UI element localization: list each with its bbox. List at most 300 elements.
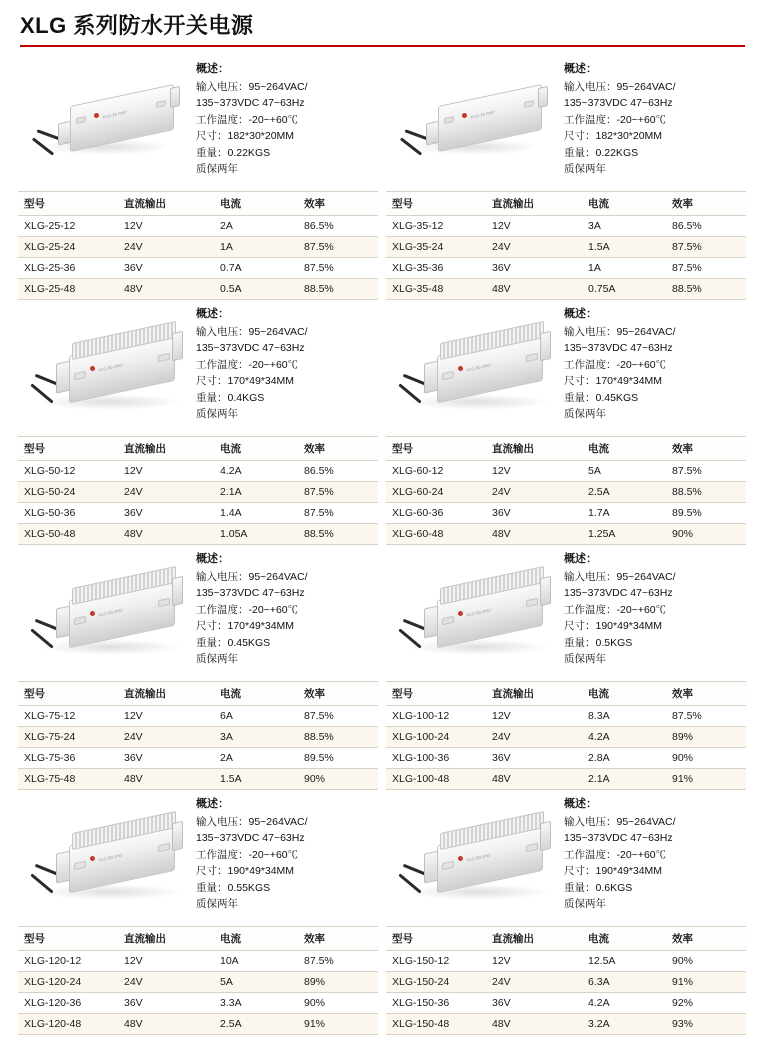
- header-current: 电流: [214, 437, 298, 461]
- header-efficiency: 效率: [666, 437, 746, 461]
- header-divider: [20, 45, 745, 47]
- cell-current: 6.3A: [582, 972, 666, 993]
- spec-list: [190, 61, 378, 178]
- spec-operating-temperature: 工作温度：-20~+60℃: [564, 113, 667, 126]
- cell-efficiency: 87.5%: [298, 951, 378, 972]
- spec-input-voltage-cont: 135~373VDC 47~63Hz: [196, 832, 305, 845]
- spec-title: 概述：: [196, 63, 229, 76]
- table-row: [18, 951, 378, 972]
- cell-efficiency: 88.5%: [298, 524, 378, 545]
- spec-input-voltage: 输入电压：95~264VAC/: [196, 325, 308, 338]
- spec-input-voltage-cont: 135~373VDC 47~63Hz: [564, 587, 673, 600]
- table-row: [386, 524, 746, 545]
- table-row: [386, 972, 746, 993]
- cell-dc-output: 24V: [486, 972, 582, 993]
- cell-current: 1.05A: [214, 524, 298, 545]
- table-row: [18, 972, 378, 993]
- header-dc-output: 直流输出: [118, 927, 214, 951]
- cell-current: 1.5A: [582, 237, 666, 258]
- header-current: 电流: [582, 682, 666, 706]
- cell-efficiency: 88.5%: [298, 279, 378, 300]
- table-row: [386, 1014, 746, 1035]
- cell-efficiency: 93%: [666, 1014, 746, 1035]
- table-header-row: [18, 437, 378, 461]
- spec-operating-temperature: 工作温度：-20~+60℃: [564, 848, 667, 861]
- spec-table: [18, 436, 378, 545]
- product-image: [386, 306, 558, 426]
- spec-input-voltage: 输入电压：95~264VAC/: [564, 325, 676, 338]
- spec-operating-temperature: 工作温度：-20~+60℃: [196, 848, 299, 861]
- cell-efficiency: 88.5%: [666, 482, 746, 503]
- cell-efficiency: 90%: [298, 769, 378, 790]
- product-image: [18, 796, 190, 916]
- cell-efficiency: 90%: [666, 748, 746, 769]
- cell-current: 4.2A: [582, 993, 666, 1014]
- cell-dc-output: 24V: [486, 727, 582, 748]
- power-supply-finned-illustration: XLG-50 IP67: [32, 808, 192, 912]
- product-grid: [14, 55, 751, 1035]
- power-supply-small-illustration: XLG-25 IP67: [32, 73, 182, 173]
- spec-table: [386, 926, 746, 1035]
- cell-efficiency: 87.5%: [298, 482, 378, 503]
- cell-model: XLG-100-48: [386, 769, 486, 790]
- cell-model: XLG-150-36: [386, 993, 486, 1014]
- cell-current: 12.5A: [582, 951, 666, 972]
- table-row: [18, 769, 378, 790]
- cell-model: XLG-150-12: [386, 951, 486, 972]
- cell-dc-output: 12V: [486, 706, 582, 727]
- cell-dc-output: 36V: [118, 503, 214, 524]
- table-header-row: [18, 192, 378, 216]
- cell-dc-output: 36V: [118, 748, 214, 769]
- header-dc-output: 直流输出: [486, 682, 582, 706]
- table-header-row: [386, 927, 746, 951]
- spec-warranty: 质保两年: [564, 163, 606, 176]
- spec-dimensions: 尺寸：182*30*20MM: [196, 130, 295, 143]
- spec-dimensions: 尺寸：190*49*34MM: [564, 865, 663, 878]
- cell-model: XLG-100-24: [386, 727, 486, 748]
- spec-input-voltage-cont: 135~373VDC 47~63Hz: [564, 97, 673, 110]
- spec-operating-temperature: 工作温度：-20~+60℃: [196, 113, 299, 126]
- spec-warranty: 质保两年: [564, 408, 606, 421]
- table-row: [18, 748, 378, 769]
- cell-model: XLG-35-24: [386, 237, 486, 258]
- spec-weight: 重量：0.5KGS: [564, 636, 633, 649]
- cell-efficiency: 89.5%: [666, 503, 746, 524]
- product-image: [386, 61, 558, 181]
- spec-table: [18, 926, 378, 1035]
- spec-weight: 重量：0.45KGS: [564, 391, 639, 404]
- cell-dc-output: 36V: [118, 993, 214, 1014]
- table-row: [18, 237, 378, 258]
- product-summary: [386, 61, 746, 189]
- table-row: [386, 727, 746, 748]
- cell-dc-output: 24V: [118, 727, 214, 748]
- header-model: 型号: [386, 437, 486, 461]
- header-dc-output: 直流输出: [118, 437, 214, 461]
- cell-efficiency: 89%: [298, 972, 378, 993]
- cell-model: XLG-100-36: [386, 748, 486, 769]
- header-model: 型号: [386, 927, 486, 951]
- cell-current: 2.1A: [214, 482, 298, 503]
- cell-model: XLG-120-12: [18, 951, 118, 972]
- product-block: [382, 545, 750, 790]
- cell-model: XLG-35-12: [386, 216, 486, 237]
- product-summary: [386, 306, 746, 434]
- power-supply-small-illustration: XLG-25 IP67: [400, 73, 550, 173]
- cell-efficiency: 87.5%: [666, 706, 746, 727]
- cell-efficiency: 89%: [666, 727, 746, 748]
- cell-efficiency: 91%: [298, 1014, 378, 1035]
- cell-efficiency: 86.5%: [298, 461, 378, 482]
- spec-title: 概述：: [196, 798, 229, 811]
- cell-current: 10A: [214, 951, 298, 972]
- cell-model: XLG-25-36: [18, 258, 118, 279]
- table-header-row: [18, 682, 378, 706]
- cell-efficiency: 87.5%: [666, 237, 746, 258]
- cell-efficiency: 86.5%: [298, 216, 378, 237]
- cell-current: 3.2A: [582, 1014, 666, 1035]
- spec-input-voltage-cont: 135~373VDC 47~63Hz: [196, 97, 305, 110]
- spec-list: [558, 306, 746, 423]
- header-efficiency: 效率: [666, 927, 746, 951]
- header-dc-output: 直流输出: [118, 682, 214, 706]
- cell-dc-output: 12V: [118, 461, 214, 482]
- spec-table: [386, 191, 746, 300]
- table-row: [18, 524, 378, 545]
- table-row: [18, 216, 378, 237]
- spec-weight: 重量：0.6KGS: [564, 881, 633, 894]
- cell-model: XLG-50-12: [18, 461, 118, 482]
- cell-model: XLG-75-12: [18, 706, 118, 727]
- spec-warranty: 质保两年: [564, 653, 606, 666]
- header-model: 型号: [18, 682, 118, 706]
- cell-model: XLG-35-36: [386, 258, 486, 279]
- cell-model: XLG-25-12: [18, 216, 118, 237]
- header-current: 电流: [214, 682, 298, 706]
- spec-title: 概述：: [564, 553, 597, 566]
- spec-input-voltage-cont: 135~373VDC 47~63Hz: [564, 832, 673, 845]
- cell-model: XLG-75-24: [18, 727, 118, 748]
- header-efficiency: 效率: [666, 682, 746, 706]
- table-header-row: [386, 437, 746, 461]
- page-header: [14, 0, 751, 53]
- cell-efficiency: 87.5%: [298, 258, 378, 279]
- cell-dc-output: 48V: [118, 279, 214, 300]
- spec-operating-temperature: 工作温度：-20~+60℃: [196, 358, 299, 371]
- cell-efficiency: 87.5%: [298, 237, 378, 258]
- product-block: [382, 55, 750, 300]
- header-efficiency: 效率: [298, 682, 378, 706]
- table-row: [18, 482, 378, 503]
- spec-table: [386, 681, 746, 790]
- product-summary: [386, 796, 746, 924]
- cell-model: XLG-35-48: [386, 279, 486, 300]
- spec-title: 概述：: [196, 308, 229, 321]
- cell-efficiency: 91%: [666, 972, 746, 993]
- cell-current: 2A: [214, 216, 298, 237]
- spec-list: [558, 796, 746, 913]
- cell-efficiency: 90%: [298, 993, 378, 1014]
- spec-input-voltage: 输入电压：95~264VAC/: [564, 815, 676, 828]
- cell-current: 5A: [582, 461, 666, 482]
- power-supply-finned-illustration: XLG-50 IP67: [400, 318, 560, 422]
- spec-operating-temperature: 工作温度：-20~+60℃: [564, 603, 667, 616]
- page-title: XLG 系列防水开关电源: [20, 13, 254, 38]
- cell-current: 1.4A: [214, 503, 298, 524]
- table-header-row: [386, 192, 746, 216]
- table-row: [386, 258, 746, 279]
- spec-input-voltage-cont: 135~373VDC 47~63Hz: [196, 587, 305, 600]
- spec-title: 概述：: [196, 553, 229, 566]
- table-row: [386, 951, 746, 972]
- spec-warranty: 质保两年: [196, 163, 238, 176]
- cell-current: 3A: [582, 216, 666, 237]
- spec-list: [190, 306, 378, 423]
- cell-current: 0.5A: [214, 279, 298, 300]
- cell-dc-output: 24V: [486, 482, 582, 503]
- header-model: 型号: [386, 192, 486, 216]
- cell-current: 0.75A: [582, 279, 666, 300]
- cell-efficiency: 88.5%: [666, 279, 746, 300]
- cell-dc-output: 12V: [118, 951, 214, 972]
- power-supply-finned-illustration: XLG-50 IP67: [400, 563, 560, 667]
- cell-current: 0.7A: [214, 258, 298, 279]
- cell-current: 4.2A: [214, 461, 298, 482]
- header-current: 电流: [214, 927, 298, 951]
- cell-efficiency: 91%: [666, 769, 746, 790]
- spec-warranty: 质保两年: [564, 898, 606, 911]
- product-image: [386, 551, 558, 671]
- cell-model: XLG-75-36: [18, 748, 118, 769]
- spec-warranty: 质保两年: [196, 408, 238, 421]
- table-row: [18, 461, 378, 482]
- table-row: [386, 216, 746, 237]
- header-current: 电流: [582, 927, 666, 951]
- product-block: [382, 790, 750, 1035]
- product-block: [14, 300, 382, 545]
- cell-dc-output: 36V: [486, 503, 582, 524]
- spec-weight: 重量：0.22KGS: [196, 146, 271, 159]
- cell-model: XLG-25-48: [18, 279, 118, 300]
- spec-input-voltage: 输入电压：95~264VAC/: [564, 570, 676, 583]
- spec-warranty: 质保两年: [196, 653, 238, 666]
- spec-weight: 重量：0.45KGS: [196, 636, 271, 649]
- product-image: [18, 551, 190, 671]
- product-image: [18, 61, 190, 181]
- product-summary: [18, 61, 378, 189]
- product-image: [386, 796, 558, 916]
- spec-list: [558, 61, 746, 178]
- cell-dc-output: 48V: [486, 524, 582, 545]
- cell-current: 2.5A: [582, 482, 666, 503]
- spec-title: 概述：: [564, 63, 597, 76]
- spec-dimensions: 尺寸：170*49*34MM: [564, 375, 663, 388]
- cell-current: 3.3A: [214, 993, 298, 1014]
- cell-dc-output: 48V: [486, 1014, 582, 1035]
- cell-efficiency: 90%: [666, 524, 746, 545]
- cell-model: XLG-50-24: [18, 482, 118, 503]
- spec-table: [386, 436, 746, 545]
- product-summary: [386, 551, 746, 679]
- product-block: [14, 545, 382, 790]
- spec-input-voltage-cont: 135~373VDC 47~63Hz: [564, 342, 673, 355]
- cell-current: 2.8A: [582, 748, 666, 769]
- cell-dc-output: 12V: [118, 216, 214, 237]
- product-block: [14, 790, 382, 1035]
- cell-current: 1.5A: [214, 769, 298, 790]
- cell-dc-output: 48V: [486, 769, 582, 790]
- power-supply-finned-illustration: XLG-50 IP67: [32, 563, 192, 667]
- table-row: [386, 279, 746, 300]
- table-row: [386, 482, 746, 503]
- spec-dimensions: 尺寸：170*49*34MM: [196, 620, 295, 633]
- cell-efficiency: 90%: [666, 951, 746, 972]
- product-block: [14, 55, 382, 300]
- cell-current: 5A: [214, 972, 298, 993]
- table-row: [386, 237, 746, 258]
- cell-efficiency: 89.5%: [298, 748, 378, 769]
- cell-dc-output: 12V: [118, 706, 214, 727]
- cell-model: XLG-150-24: [386, 972, 486, 993]
- cell-dc-output: 48V: [118, 769, 214, 790]
- spec-table: [18, 681, 378, 790]
- cell-dc-output: 12V: [486, 461, 582, 482]
- cell-model: XLG-100-12: [386, 706, 486, 727]
- cell-efficiency: 87.5%: [666, 258, 746, 279]
- cell-model: XLG-60-12: [386, 461, 486, 482]
- header-current: 电流: [582, 437, 666, 461]
- spec-input-voltage-cont: 135~373VDC 47~63Hz: [196, 342, 305, 355]
- header-model: 型号: [386, 682, 486, 706]
- cell-model: XLG-120-24: [18, 972, 118, 993]
- table-header-row: [18, 927, 378, 951]
- cell-model: XLG-60-36: [386, 503, 486, 524]
- cell-efficiency: 87.5%: [298, 503, 378, 524]
- spec-input-voltage: 输入电压：95~264VAC/: [564, 80, 676, 93]
- header-current: 电流: [582, 192, 666, 216]
- header-model: 型号: [18, 192, 118, 216]
- spec-weight: 重量：0.4KGS: [196, 391, 265, 404]
- cell-model: XLG-120-48: [18, 1014, 118, 1035]
- table-row: [386, 748, 746, 769]
- cell-current: 6A: [214, 706, 298, 727]
- spec-operating-temperature: 工作温度：-20~+60℃: [564, 358, 667, 371]
- spec-list: [190, 551, 378, 668]
- table-row: [18, 1014, 378, 1035]
- spec-dimensions: 尺寸：190*49*34MM: [564, 620, 663, 633]
- cell-current: 2.5A: [214, 1014, 298, 1035]
- spec-warranty: 质保两年: [196, 898, 238, 911]
- cell-efficiency: 87.5%: [298, 706, 378, 727]
- cell-model: XLG-60-48: [386, 524, 486, 545]
- power-supply-finned-illustration: XLG-50 IP67: [400, 808, 560, 912]
- spec-input-voltage: 输入电压：95~264VAC/: [196, 570, 308, 583]
- product-summary: [18, 551, 378, 679]
- table-row: [18, 727, 378, 748]
- spec-table: [18, 191, 378, 300]
- cell-dc-output: 12V: [486, 951, 582, 972]
- header-dc-output: 直流输出: [118, 192, 214, 216]
- cell-dc-output: 12V: [486, 216, 582, 237]
- header-dc-output: 直流输出: [486, 437, 582, 461]
- cell-dc-output: 24V: [486, 237, 582, 258]
- spec-dimensions: 尺寸：190*49*34MM: [196, 865, 295, 878]
- cell-model: XLG-150-48: [386, 1014, 486, 1035]
- table-row: [18, 279, 378, 300]
- spec-weight: 重量：0.55KGS: [196, 881, 271, 894]
- cell-efficiency: 92%: [666, 993, 746, 1014]
- product-image: [18, 306, 190, 426]
- table-row: [386, 706, 746, 727]
- cell-dc-output: 24V: [118, 237, 214, 258]
- cell-current: 8.3A: [582, 706, 666, 727]
- cell-efficiency: 88.5%: [298, 727, 378, 748]
- power-supply-finned-illustration: XLG-50 IP67: [32, 318, 192, 422]
- cell-dc-output: 24V: [118, 972, 214, 993]
- header-current: 电流: [214, 192, 298, 216]
- spec-weight: 重量：0.22KGS: [564, 146, 639, 159]
- table-row: [18, 706, 378, 727]
- table-row: [386, 993, 746, 1014]
- table-row: [386, 503, 746, 524]
- cell-current: 4.2A: [582, 727, 666, 748]
- cell-current: 3A: [214, 727, 298, 748]
- cell-dc-output: 36V: [486, 748, 582, 769]
- table-row: [18, 258, 378, 279]
- cell-current: 1.25A: [582, 524, 666, 545]
- spec-operating-temperature: 工作温度：-20~+60℃: [196, 603, 299, 616]
- table-row: [18, 993, 378, 1014]
- cell-dc-output: 36V: [486, 993, 582, 1014]
- header-efficiency: 效率: [298, 437, 378, 461]
- table-row: [18, 503, 378, 524]
- cell-model: XLG-50-48: [18, 524, 118, 545]
- table-row: [386, 769, 746, 790]
- header-dc-output: 直流输出: [486, 192, 582, 216]
- cell-model: XLG-50-36: [18, 503, 118, 524]
- header-efficiency: 效率: [298, 927, 378, 951]
- cell-current: 1A: [582, 258, 666, 279]
- product-summary: [18, 306, 378, 434]
- cell-model: XLG-75-48: [18, 769, 118, 790]
- spec-list: [190, 796, 378, 913]
- cell-efficiency: 87.5%: [666, 461, 746, 482]
- cell-current: 2.1A: [582, 769, 666, 790]
- spec-input-voltage: 输入电压：95~264VAC/: [196, 80, 308, 93]
- cell-model: XLG-120-36: [18, 993, 118, 1014]
- spec-title: 概述：: [564, 308, 597, 321]
- cell-dc-output: 24V: [118, 482, 214, 503]
- header-model: 型号: [18, 927, 118, 951]
- spec-list: [558, 551, 746, 668]
- cell-dc-output: 48V: [118, 1014, 214, 1035]
- cell-dc-output: 48V: [118, 524, 214, 545]
- table-header-row: [386, 682, 746, 706]
- product-block: [382, 300, 750, 545]
- header-efficiency: 效率: [298, 192, 378, 216]
- cell-efficiency: 86.5%: [666, 216, 746, 237]
- cell-current: 1.7A: [582, 503, 666, 524]
- cell-current: 1A: [214, 237, 298, 258]
- table-row: [386, 461, 746, 482]
- spec-title: 概述：: [564, 798, 597, 811]
- cell-dc-output: 36V: [118, 258, 214, 279]
- product-summary: [18, 796, 378, 924]
- cell-model: XLG-60-24: [386, 482, 486, 503]
- header-dc-output: 直流输出: [486, 927, 582, 951]
- header-efficiency: 效率: [666, 192, 746, 216]
